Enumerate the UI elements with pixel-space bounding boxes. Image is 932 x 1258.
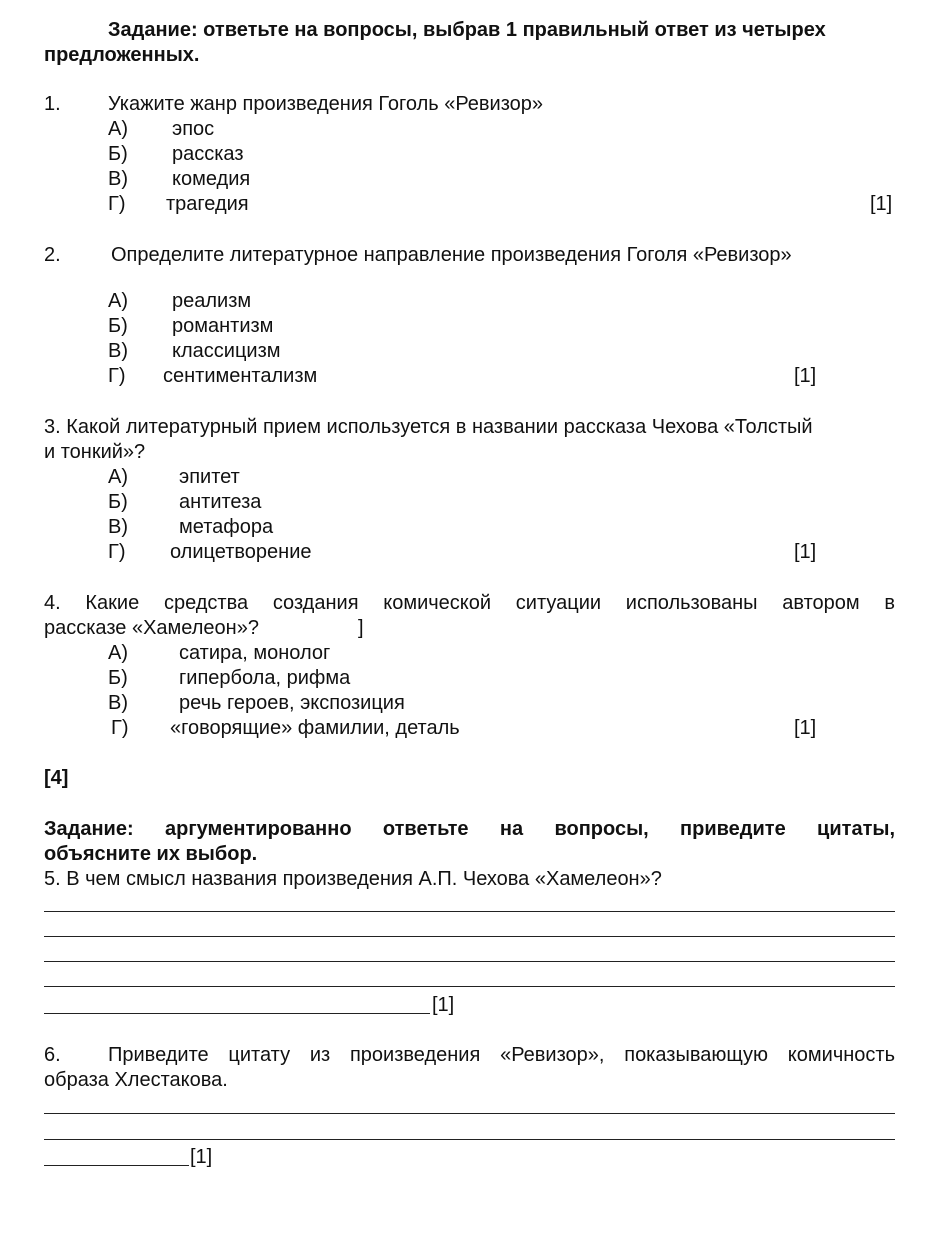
q6-answer-line-3[interactable] xyxy=(44,1165,189,1166)
q1-option-d-letter: Г) xyxy=(108,193,126,215)
q6-answer-line-2[interactable] xyxy=(44,1139,895,1140)
q3-option-c: метафора xyxy=(179,516,274,538)
task-text: : ответьте на вопросы, выбрав 1 правильный ответ из четырех xyxy=(190,19,826,41)
q4-text: 4. Какие средства создания комической ситуации использованы автором в xyxy=(44,592,895,614)
q3-option-b: антитеза xyxy=(179,491,262,513)
q3-option-d-letter: Г) xyxy=(108,541,126,563)
q2-option-c-letter: В) xyxy=(108,340,128,362)
q4-text-line2: рассказе «Хамелеон»? xyxy=(44,617,259,639)
q1-score: [1] xyxy=(870,193,893,215)
q1-text: Укажите жанр произведения Гоголь «Ревизор» xyxy=(108,93,544,115)
q6-answer-line-1[interactable] xyxy=(44,1113,895,1114)
q2-option-c: классицизм xyxy=(172,340,281,362)
q2-option-b-letter: Б) xyxy=(108,315,128,337)
task1-heading xyxy=(108,18,826,42)
q1-option-a-letter: А) xyxy=(108,118,128,140)
q4-option-c: речь героев, экспозиция xyxy=(179,692,405,714)
q6-text: Приведите цитату из произведения «Ревизор», показывающую комичность xyxy=(108,1044,895,1066)
q1-option-b: рассказ xyxy=(172,143,244,165)
q6-text-line2: образа Хлестакова. xyxy=(44,1069,228,1091)
q2-option-a-letter: А) xyxy=(108,290,128,312)
q4-option-a: сатира, монолог xyxy=(179,642,331,664)
q6-score: [1] xyxy=(190,1146,213,1168)
q5-answer-line-3[interactable] xyxy=(44,961,895,962)
section-total: [4] xyxy=(44,767,69,789)
q3-text: 3. Какой литературный прием используется в названии рассказа Чехова «Толстый xyxy=(44,416,813,438)
q5-answer-line-5[interactable] xyxy=(44,1013,430,1014)
q6-number: 6. xyxy=(44,1044,61,1066)
q3-option-d: олицетворение xyxy=(170,541,312,563)
q1-option-a: эпос xyxy=(172,118,215,140)
q3-option-a: эпитет xyxy=(179,466,240,488)
q5-answer-line-4[interactable] xyxy=(44,986,895,987)
q2-option-d: сентиментализм xyxy=(163,365,318,387)
q4-option-b: гипербола, рифма xyxy=(179,667,351,689)
q2-number: 2. xyxy=(44,244,61,266)
q4-option-d-letter: Г) xyxy=(111,717,129,739)
q2-option-d-letter: Г) xyxy=(108,365,126,387)
q2-text: Определите литературное направление произведения Гоголя «Ревизор» xyxy=(111,244,792,266)
q1-option-d: трагедия xyxy=(166,193,249,215)
q5-answer-line-2[interactable] xyxy=(44,936,895,937)
q1-option-b-letter: Б) xyxy=(108,143,128,165)
q4-option-c-letter: В) xyxy=(108,692,128,714)
q3-option-b-letter: Б) xyxy=(108,491,128,513)
q2-option-b: романтизм xyxy=(172,315,274,337)
q1-number: 1. xyxy=(44,93,61,115)
q1-option-c: комедия xyxy=(172,168,251,190)
q5-text: 5. В чем смысл названия произведения А.П. Чехова «Хамелеон»? xyxy=(44,868,662,890)
q4-score: [1] xyxy=(794,717,817,739)
q3-text-line2: и тонкий»? xyxy=(44,441,146,463)
q4-stray-bracket: ] xyxy=(358,617,364,639)
q4-option-d: «говорящие» фамилии, деталь xyxy=(170,717,460,739)
q3-score: [1] xyxy=(794,541,817,563)
q2-score: [1] xyxy=(794,365,817,387)
task2-heading-line2: объясните их выбор. xyxy=(44,843,258,865)
q2-option-a: реализм xyxy=(172,290,252,312)
q4-option-a-letter: А) xyxy=(108,642,128,664)
q5-score: [1] xyxy=(432,994,455,1016)
q1-option-c-letter: В) xyxy=(108,168,128,190)
task1-heading-line2: предложенных. xyxy=(44,44,200,66)
task2-heading: Задание: аргументированно ответьте на вопросы, приведите цитаты, xyxy=(44,818,895,840)
q3-option-c-letter: В) xyxy=(108,516,128,538)
q5-answer-line-1[interactable] xyxy=(44,911,895,912)
task-label: Задание xyxy=(108,19,191,41)
q3-option-a-letter: А) xyxy=(108,466,128,488)
q4-option-b-letter: Б) xyxy=(108,667,128,689)
